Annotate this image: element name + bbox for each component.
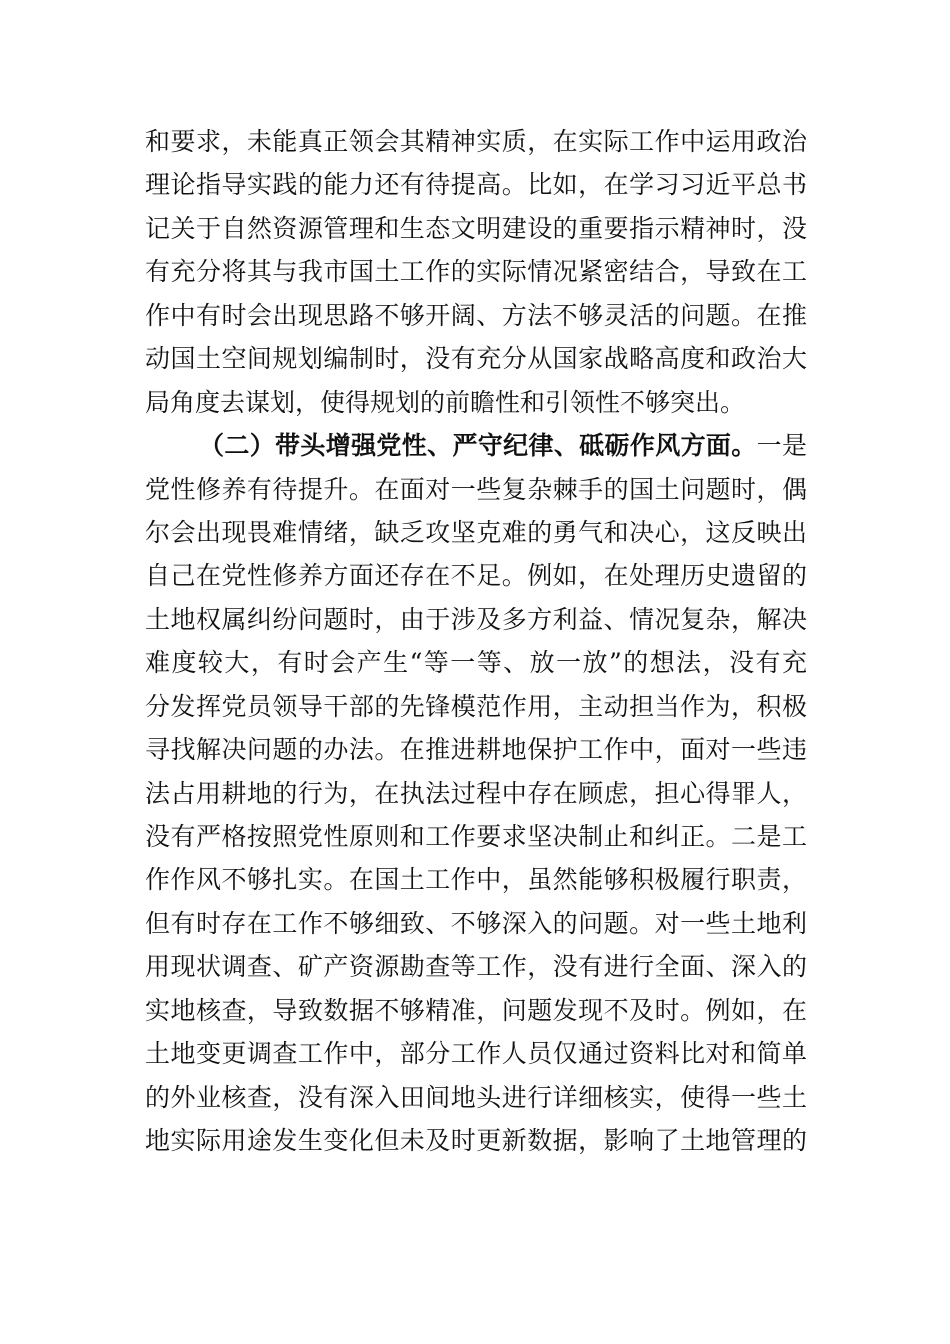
text-line: 记关于自然资源管理和生态文明建设的重要指示精神时，没: [145, 213, 807, 243]
text-line: 和要求，未能真正领会其精神实质，在实际工作中运用政治: [145, 127, 807, 156]
text-line: 土地变更调查工作中，部分工作人员仅通过资料比对和简单: [145, 1039, 807, 1069]
text-line: 自己在党性修养方面还存在不足。例如，在处理历史遗留的: [145, 561, 807, 591]
section-heading: （二）带头增强党性、严守纪律、砥砺作风方面。: [199, 431, 757, 461]
text-line: 局角度去谋划，使得规划的前瞻性和引领性不够突出。: [145, 387, 746, 417]
paragraph-party-spirit: [145, 424, 807, 1162]
section-heading-line: [145, 424, 807, 467]
text-line: 党性修养有待提升。在面对一些复杂棘手的国土问题时，偶: [145, 474, 807, 504]
text-line: 寻找解决问题的办法。在推进耕地保护工作中，面对一些违: [145, 735, 807, 765]
text-line: 动国土空间规划编制时，没有充分从国家战略高度和政治大: [145, 344, 807, 374]
text-line: 有充分将其与我市国土工作的实际情况紧密结合，导致在工: [145, 257, 807, 287]
text-line: 土地权属纠纷问题时，由于涉及多方利益、情况复杂，解决: [145, 604, 807, 634]
text-line: 作中有时会出现思路不够开阔、方法不够灵活的问题。在推: [145, 300, 807, 330]
text-line: 尔会出现畏难情绪，缺乏攻坚克难的勇气和决心，这反映出: [145, 517, 807, 547]
text-line: 没有严格按照党性原则和工作要求坚决制止和纠正。二是工: [145, 822, 807, 851]
heading-line-rest: 一是: [756, 431, 807, 461]
text-line: 用现状调查、矿产资源勘查等工作，没有进行全面、深入的: [145, 952, 807, 982]
paragraph-political-theory: [145, 120, 807, 424]
text-line: 作作风不够扎实。在国土工作中，虽然能够积极履行职责，: [145, 865, 807, 895]
text-line: 分发挥党员领导干部的先锋模范作用，主动担当作为，积极: [145, 691, 807, 721]
text-line: 但有时存在工作不够细致、不够深入的问题。对一些土地利: [145, 908, 807, 938]
text-line: 的外业核查，没有深入田间地头进行详细核实，使得一些土: [145, 1082, 807, 1112]
text-line: 理论指导实践的能力还有待提高。比如，在学习习近平总书: [145, 170, 807, 200]
text-line: 地实际用途发生变化但未及时更新数据，影响了土地管理的: [145, 1126, 807, 1156]
text-line: 实地核查，导致数据不够精准，问题发现不及时。例如，在: [145, 995, 807, 1025]
text-line: 法占用耕地的行为，在执法过程中存在顾虑，担心得罪人，: [145, 778, 807, 808]
text-line: 难度较大，有时会产生“等一等、放一放”的想法，没有充: [145, 648, 807, 678]
document-body: [145, 120, 807, 1163]
